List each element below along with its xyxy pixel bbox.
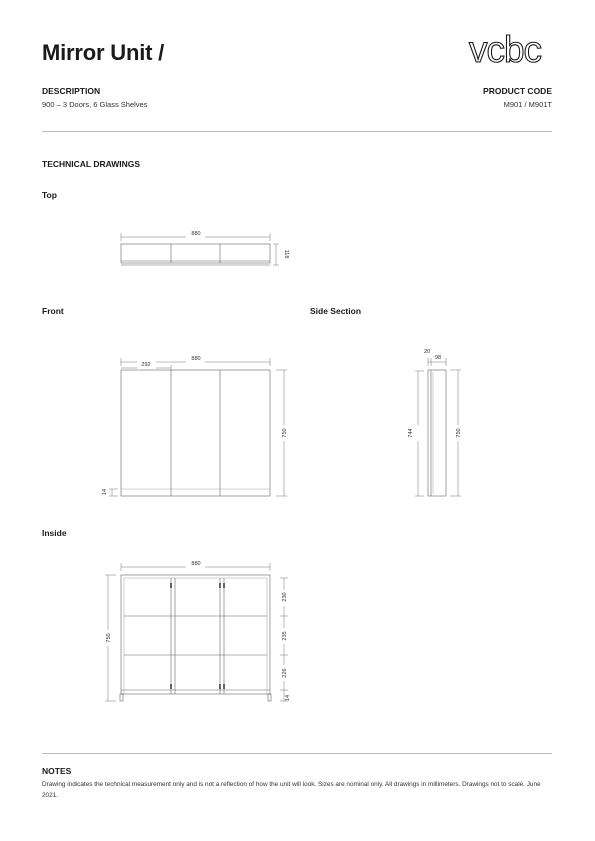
notes-heading: NOTES — [42, 766, 72, 776]
technical-drawings-heading: TECHNICAL DRAWINGS — [42, 159, 141, 169]
side-front-dim: 20 — [423, 349, 431, 355]
front-height-dim: 750 — [282, 428, 288, 438]
description-label: DESCRIPTION — [42, 86, 101, 96]
side-height-dim: 750 — [456, 428, 462, 438]
product-code-label: PRODUCT CODE — [483, 86, 552, 96]
hinge-marks — [170, 583, 225, 689]
front-door-dim: 292 — [141, 362, 151, 368]
description-value: 900 – 3 Doors, 6 Glass Shelves — [42, 100, 148, 109]
inside-base-dim: 14 — [285, 694, 291, 702]
top-depth-dim: 118 — [283, 249, 289, 259]
top-view-label: Top — [42, 190, 57, 200]
side-section-label: Side Section — [310, 306, 362, 316]
inside-view-drawing — [105, 563, 288, 701]
page-title: Mirror Unit / — [42, 40, 165, 65]
inside-shelf-top-dim: 230 — [282, 592, 288, 602]
front-view-label: Front — [42, 306, 64, 316]
side-inner-height-dim: 744 — [408, 428, 414, 438]
top-width-dim: 880 — [191, 231, 201, 237]
inside-view-label: Inside — [42, 528, 67, 538]
inside-shelf-mid-dim: 235 — [282, 631, 288, 641]
notes-divider — [42, 753, 552, 754]
notes-text: Drawing indicates the technical measurement only and is not a reflection of how the unit will look. Sizes are nominal only. All drawings in millimeters. Drawings not to scale. June 2021. — [42, 781, 541, 799]
front-view-drawing — [109, 358, 287, 496]
inside-width-dim: 880 — [191, 561, 201, 567]
front-base-dim: 14 — [102, 488, 108, 496]
svg-text:vcbc: vcbc — [468, 32, 542, 68]
product-code-value: M901 / M901T — [503, 100, 552, 109]
inside-shelf-bottom-dim: 226 — [282, 668, 288, 678]
side-depth-dim: 98 — [434, 355, 442, 361]
front-width-dim: 880 — [191, 356, 201, 362]
inside-height-dim: 750 — [106, 633, 112, 643]
